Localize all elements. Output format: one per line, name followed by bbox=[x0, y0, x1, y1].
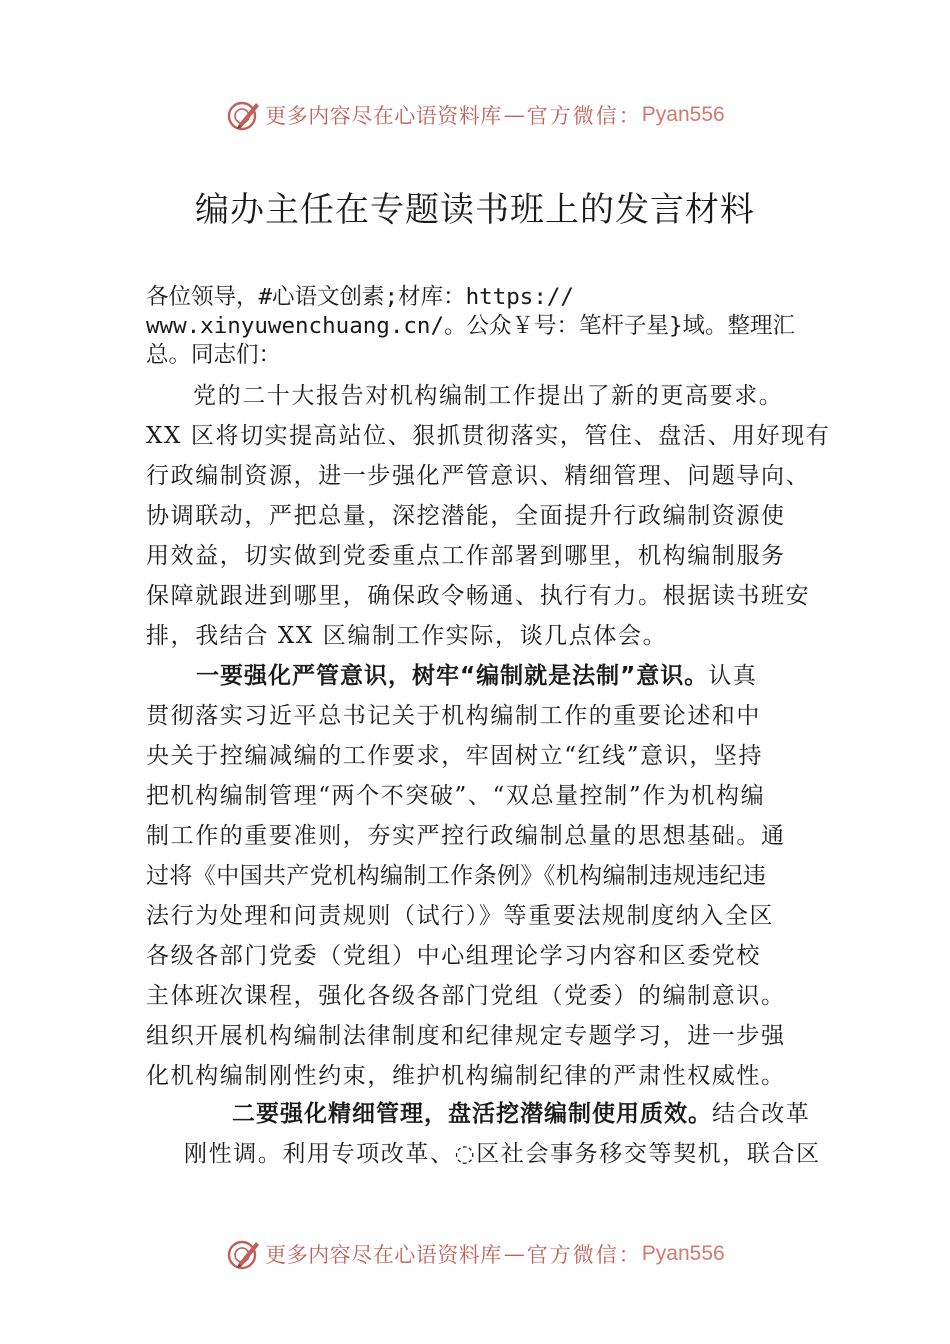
watermark-banner-top bbox=[0, 95, 950, 135]
paragraph2-first-tail: 认真 bbox=[708, 663, 758, 689]
banner-wechat-id: Pyan556 bbox=[641, 1242, 725, 1265]
paragraph2-line: 把机构编制管理“两个不突破”、“双总量控制”作为机构编 bbox=[146, 783, 766, 809]
document-title: 编办主任在专题读书班上的发言材料 bbox=[195, 190, 755, 230]
banner-wechat-label: 官方微信： bbox=[526, 1243, 642, 1267]
paragraph1-line: 协调联动，严把总量，深挖潜能，全面提升行政编制资源使 bbox=[146, 503, 786, 529]
banner-dash: — bbox=[503, 1242, 525, 1266]
paragraph2-line: 央关于控编减编的工作要求，牢固树立“红线”意识，坚持 bbox=[146, 743, 764, 769]
banner-main-text: 更多内容尽在心语资料库 bbox=[265, 104, 502, 128]
paragraph1-line: 保障就跟进到哪里，确保政令畅通、执行有力。根据读书班安 bbox=[146, 583, 811, 609]
pen-seal-logo-icon bbox=[225, 1236, 261, 1272]
paragraph3-line: 刚性调。利用专项改革、◌区社会事务移交等契机，联合区 bbox=[184, 1141, 821, 1167]
paragraph2-line: 组织开展机构编制法律制度和纪律规定专题学习，进一步强 bbox=[146, 1023, 786, 1049]
paragraph2-line: 制工作的重要准则，夯实严控行政编制总量的思想基础。通 bbox=[146, 823, 786, 849]
banner-wechat-label: 官方微信： bbox=[526, 104, 642, 128]
paragraph2-line: 各级各部门党委（党组）中心组理论学习内容和区委党校 bbox=[146, 943, 761, 969]
paragraph2-line: 化机构编制刚性约束，维护机构编制纪律的严肃性权威性。 bbox=[146, 1063, 786, 1089]
greeting-line-2: www.xinyuwenchuang.cn/。公众￥号：笔杆子星}域。整理汇 bbox=[146, 313, 796, 339]
paragraph2-line: 过将《中国共产党机构编制工作条例》《机构编制违规违纪违 bbox=[146, 863, 767, 889]
paragraph2-line: 主体班次课程，强化各级各部门党组（党委）的编制意识。 bbox=[146, 983, 786, 1009]
paragraph1-line: 排，我结合 XX 区编制工作实际，谈几点体会。 bbox=[146, 623, 668, 649]
paragraph3-heading: 二要强化精细管理，盘活挖潜编制使用质效。 bbox=[232, 1101, 712, 1127]
paragraph1-line: 党的二十大报告对机构编制工作提出了新的更高要求。 bbox=[193, 383, 784, 409]
paragraph1-line: 行政编制资源，进一步强化严管意识、精细管理、问题导向、 bbox=[146, 463, 811, 489]
paragraph3-first-line bbox=[232, 1094, 832, 1134]
paragraph3-first-tail: 结合改革 bbox=[712, 1101, 811, 1127]
pen-seal-logo-icon bbox=[225, 97, 261, 133]
paragraph1-line: XX 区将切实提高站位、狠抓贯彻落实，管住、盘活、用好现有 bbox=[146, 423, 831, 449]
greeting-line-3: 总。同志们： bbox=[146, 342, 282, 368]
paragraph2-line: 贯彻落实习近平总书记关于机构编制工作的重要论述和中 bbox=[146, 703, 761, 729]
paragraph2-line: 法行为处理和问责规则（试行）》等重要法规制度纳入全区 bbox=[146, 903, 775, 929]
watermark-banner-bottom bbox=[0, 1234, 950, 1274]
paragraph1-line: 用效益，切实做到党委重点工作部署到哪里，机构编制服务 bbox=[146, 543, 786, 569]
banner-wechat-id: Pyan556 bbox=[641, 103, 725, 126]
greeting-line-1: 各位领导，#心语文创素;材库：https:// bbox=[146, 284, 574, 310]
paragraph2-heading: 一要强化严管意识，树牢“编制就是法制”意识。 bbox=[196, 663, 709, 689]
banner-dash: — bbox=[503, 103, 525, 127]
banner-main-text: 更多内容尽在心语资料库 bbox=[265, 1243, 502, 1267]
paragraph2-first-line bbox=[196, 656, 876, 696]
